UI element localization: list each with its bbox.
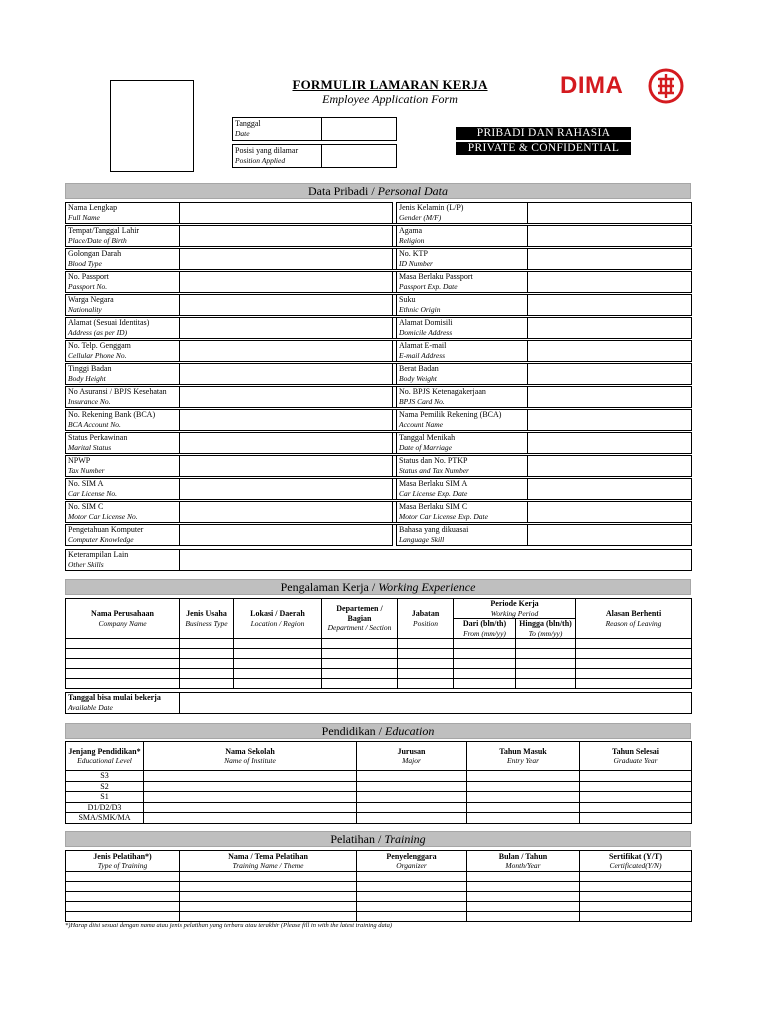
personal-row [66,433,692,454]
personal-input[interactable] [180,364,393,385]
work-cell[interactable] [180,639,234,649]
personal-label: Golongan Darah Blood Type [66,249,180,270]
education-cell[interactable] [580,813,692,824]
work-experience-table [65,598,692,689]
dima-emblem-icon [648,68,684,104]
confidential-id: PRIBADI DAN RAHASIA [456,127,631,140]
training-cell[interactable] [357,912,467,922]
work-cell[interactable] [66,639,180,649]
date-input[interactable] [322,118,397,141]
personal-label: Pengetahuan Komputer Computer Knowledge [66,525,180,546]
work-row [66,649,692,659]
training-cell[interactable] [580,882,692,892]
personal-input[interactable] [528,203,692,224]
form-title: FORMULIR LAMARAN KERJA [292,77,488,92]
personal-label: Masa Berlaku SIM C Motor Car License Exp. Date [397,502,528,523]
personal-input[interactable] [528,456,692,477]
other-skills-label: Keterampilan Lain Other Skills [66,550,180,571]
personal-row [66,502,692,523]
personal-input[interactable] [180,525,393,546]
personal-label: Masa Berlaku SIM A Car License Exp. Date [397,479,528,500]
personal-label: No. KTP ID Number [397,249,528,270]
work-cell[interactable] [454,639,516,649]
col-training-name: Nama / Tema Pelatihan Training Name / Theme [180,851,357,872]
form-subtitle: Employee Application Form [322,92,458,106]
training-cell[interactable] [580,892,692,902]
personal-input[interactable] [528,387,692,408]
work-cell[interactable] [398,639,454,649]
education-cell[interactable] [144,781,357,792]
education-cell[interactable] [467,781,580,792]
other-skills-table [65,549,692,571]
training-row [66,872,692,882]
work-cell[interactable] [516,659,576,669]
personal-label: Status Perkawinan Marital Status [66,433,180,454]
work-cell[interactable] [180,659,234,669]
work-cell[interactable] [454,669,516,679]
work-cell[interactable] [576,649,692,659]
training-cell[interactable] [66,912,180,922]
training-cell[interactable] [180,892,357,902]
work-cell[interactable] [234,659,322,669]
personal-label: Warga Negara Nationality [66,295,180,316]
col-to: Hingga (bln/th) To (mm/yy) [516,619,576,639]
company-logo [560,66,690,106]
education-cell[interactable] [144,771,357,782]
personal-input[interactable] [180,433,393,454]
education-header: Pendidikan / Education [65,723,691,739]
personal-input[interactable] [528,433,692,454]
col-institute: Nama Sekolah Name of Institute [144,742,357,771]
work-row [66,669,692,679]
education-level: SMA/SMK/MA [66,813,144,824]
training-cell[interactable] [180,912,357,922]
confidential-banner [456,127,631,157]
personal-row [66,272,692,293]
personal-input[interactable] [180,341,393,362]
work-cell[interactable] [322,669,398,679]
personal-label: No Asuransi / BPJS Kesehatan Insurance No. [66,387,180,408]
col-graduate-year: Tahun Selesai Graduate Year [580,742,692,771]
personal-row [66,295,692,316]
education-table [65,741,692,824]
personal-input[interactable] [180,387,393,408]
personal-input[interactable] [528,272,692,293]
col-business-type: Jenis Usaha Business Type [180,599,234,639]
col-location: Lokasi / Daerah Location / Region [234,599,322,639]
personal-input[interactable] [180,272,393,293]
work-cell[interactable] [234,649,322,659]
personal-input[interactable] [528,226,692,247]
personal-input[interactable] [180,226,393,247]
personal-label: Nama Pemilik Rekening (BCA) Account Name [397,410,528,431]
work-cell[interactable] [66,669,180,679]
personal-input[interactable] [528,525,692,546]
work-cell[interactable] [180,679,234,689]
work-row [66,659,692,669]
training-row [66,902,692,912]
personal-label: Tempat/Tanggal Lahir Place/Date of Birth [66,226,180,247]
personal-input[interactable] [180,456,393,477]
work-cell[interactable] [234,639,322,649]
work-cell[interactable] [322,649,398,659]
training-cell[interactable] [66,872,180,882]
education-cell[interactable] [357,771,467,782]
personal-label: Alamat E-mail E-mail Address [397,341,528,362]
work-cell[interactable] [576,669,692,679]
work-cell[interactable] [398,649,454,659]
work-cell[interactable] [322,639,398,649]
personal-label: Alamat (Sesuai Identitas) Address (as per ID) [66,318,180,339]
col-month-year: Bulan / Tahun Month/Year [467,851,580,872]
personal-label: Nama Lengkap Full Name [66,203,180,224]
education-row [66,802,692,813]
work-cell[interactable] [398,679,454,689]
education-cell[interactable] [357,781,467,792]
logo-text: DIMA [560,72,624,99]
education-cell[interactable] [357,802,467,813]
education-cell[interactable] [580,771,692,782]
training-cell[interactable] [66,892,180,902]
training-cell[interactable] [66,902,180,912]
work-cell[interactable] [66,679,180,689]
training-cell[interactable] [66,882,180,892]
available-date-label: Tanggal bisa mulai bekerja Available Date [66,693,180,714]
work-cell[interactable] [516,639,576,649]
work-cell[interactable] [576,639,692,649]
work-cell[interactable] [454,659,516,669]
work-cell[interactable] [234,679,322,689]
personal-input[interactable] [528,364,692,385]
work-cell[interactable] [180,669,234,679]
col-entry-year: Tahun Masuk Entry Year [467,742,580,771]
personal-label: No. SIM A Car License No. [66,479,180,500]
personal-row [66,341,692,362]
personal-row [66,479,692,500]
personal-input[interactable] [180,318,393,339]
training-cell[interactable] [180,882,357,892]
training-cell[interactable] [467,902,580,912]
col-period: Periode Kerja Working Period [454,599,576,619]
work-cell[interactable] [454,649,516,659]
personal-row [66,226,692,247]
personal-input[interactable] [528,249,692,270]
col-training-type: Jenis Pelatihan*) Type of Training [66,851,180,872]
education-level: S2 [66,781,144,792]
education-cell[interactable] [357,813,467,824]
personal-data-header: Data Pribadi / Personal Data [65,183,691,199]
personal-input[interactable] [180,249,393,270]
work-cell[interactable] [66,659,180,669]
work-cell[interactable] [516,679,576,689]
col-department: Departemen / Bagian Department / Section [322,599,398,639]
work-cell[interactable] [322,659,398,669]
col-organizer: Penyelenggara Organizer [357,851,467,872]
personal-label: No. BPJS Ketenagakerjaan BPJS Card No. [397,387,528,408]
photo-box[interactable] [110,80,194,172]
training-cell[interactable] [467,872,580,882]
work-experience-header: Pengalaman Kerja / Working Experience [65,579,691,595]
personal-label: No. SIM C Motor Car License No. [66,502,180,523]
personal-label: Bahasa yang dikuasai Language Skill [397,525,528,546]
work-cell[interactable] [398,669,454,679]
education-cell[interactable] [580,802,692,813]
work-row [66,679,692,689]
personal-input[interactable] [180,203,393,224]
training-cell[interactable] [357,892,467,902]
available-date-input[interactable] [180,693,692,714]
personal-input[interactable] [180,295,393,316]
col-major: Jurusan Major [357,742,467,771]
date-position-table [232,117,397,168]
available-date-table [65,692,692,714]
personal-label: Tanggal Menikah Date of Marriage [397,433,528,454]
col-position: Jabatan Position [398,599,454,639]
personal-label: Berat Badan Body Weight [397,364,528,385]
education-level: S3 [66,771,144,782]
education-row [66,781,692,792]
education-cell[interactable] [580,792,692,803]
training-cell[interactable] [180,902,357,912]
other-skills-input[interactable] [180,550,692,571]
personal-label: Status dan No. PTKP Status and Tax Number [397,456,528,477]
education-level: S1 [66,792,144,803]
personal-label: No. Telp. Genggam Cellular Phone No. [66,341,180,362]
training-cell[interactable] [357,872,467,882]
personal-input[interactable] [180,479,393,500]
education-cell[interactable] [467,792,580,803]
personal-label: Tinggi Badan Body Height [66,364,180,385]
training-header: Pelatihan / Training [65,831,691,847]
personal-row [66,203,692,224]
personal-data-table [65,202,692,546]
work-cell[interactable] [180,649,234,659]
training-footnote: *)Harap diisi sesuai dengan nama atau jenis pelatihan yang terbaru atau terakhir (Please fill in with the latest training data) [65,922,392,929]
training-cell[interactable] [580,912,692,922]
personal-label: No. Passport Passport No. [66,272,180,293]
education-cell[interactable] [144,813,357,824]
personal-input[interactable] [180,502,393,523]
col-company: Nama Perusahaan Company Name [66,599,180,639]
training-cell[interactable] [467,892,580,902]
work-row [66,639,692,649]
education-cell[interactable] [144,802,357,813]
education-row [66,813,692,824]
personal-row [66,456,692,477]
work-cell[interactable] [576,659,692,669]
education-cell[interactable] [467,813,580,824]
education-cell[interactable] [357,792,467,803]
training-row [66,882,692,892]
work-cell[interactable] [234,669,322,679]
education-row [66,792,692,803]
training-cell[interactable] [467,912,580,922]
training-cell[interactable] [467,882,580,892]
personal-label: Suku Ethnic Origin [397,295,528,316]
col-certificate: Sertifikat (Y/T) Certificated(Y/N) [580,851,692,872]
training-cell[interactable] [357,882,467,892]
personal-input[interactable] [528,295,692,316]
position-label-cell: Posisi yang dilamar Position Applied [233,145,322,168]
personal-label: Masa Berlaku Passport Passport Exp. Date [397,272,528,293]
personal-input[interactable] [528,502,692,523]
personal-label: NPWP Tax Number [66,456,180,477]
personal-input[interactable] [528,318,692,339]
col-edu-level: Jenjang Pendidikan* Educational Level [66,742,144,771]
confidential-en: PRIVATE & CONFIDENTIAL [456,142,631,155]
work-cell[interactable] [454,679,516,689]
position-input[interactable] [322,145,397,168]
education-row [66,771,692,782]
personal-row [66,525,692,546]
training-cell[interactable] [580,872,692,882]
personal-label: Agama Religion [397,226,528,247]
personal-input[interactable] [180,410,393,431]
personal-label: Jenis Kelamin (L/P) Gender (M/F) [397,203,528,224]
work-cell[interactable] [66,649,180,659]
personal-input[interactable] [528,410,692,431]
training-row [66,912,692,922]
education-cell[interactable] [467,771,580,782]
personal-row [66,318,692,339]
personal-row [66,387,692,408]
personal-label: Alamat Domisili Domicile Address [397,318,528,339]
education-level: D1/D2/D3 [66,802,144,813]
personal-input[interactable] [528,479,692,500]
col-from: Dari (bln/th) From (mm/yy) [454,619,516,639]
education-cell[interactable] [144,792,357,803]
col-reason: Alasan Berhenti Reason of Leaving [576,599,692,639]
personal-label: No. Rekening Bank (BCA) BCA Account No. [66,410,180,431]
work-cell[interactable] [576,679,692,689]
training-cell[interactable] [180,872,357,882]
personal-row [66,410,692,431]
training-row [66,892,692,902]
date-label-cell: Tanggal Date [233,118,322,141]
education-cell[interactable] [467,802,580,813]
education-cell[interactable] [580,781,692,792]
work-cell[interactable] [516,669,576,679]
training-cell[interactable] [580,902,692,912]
training-table [65,850,692,922]
work-cell[interactable] [516,649,576,659]
training-cell[interactable] [357,902,467,912]
personal-row [66,249,692,270]
personal-row [66,364,692,385]
work-cell[interactable] [322,679,398,689]
work-cell[interactable] [398,659,454,669]
personal-input[interactable] [528,341,692,362]
